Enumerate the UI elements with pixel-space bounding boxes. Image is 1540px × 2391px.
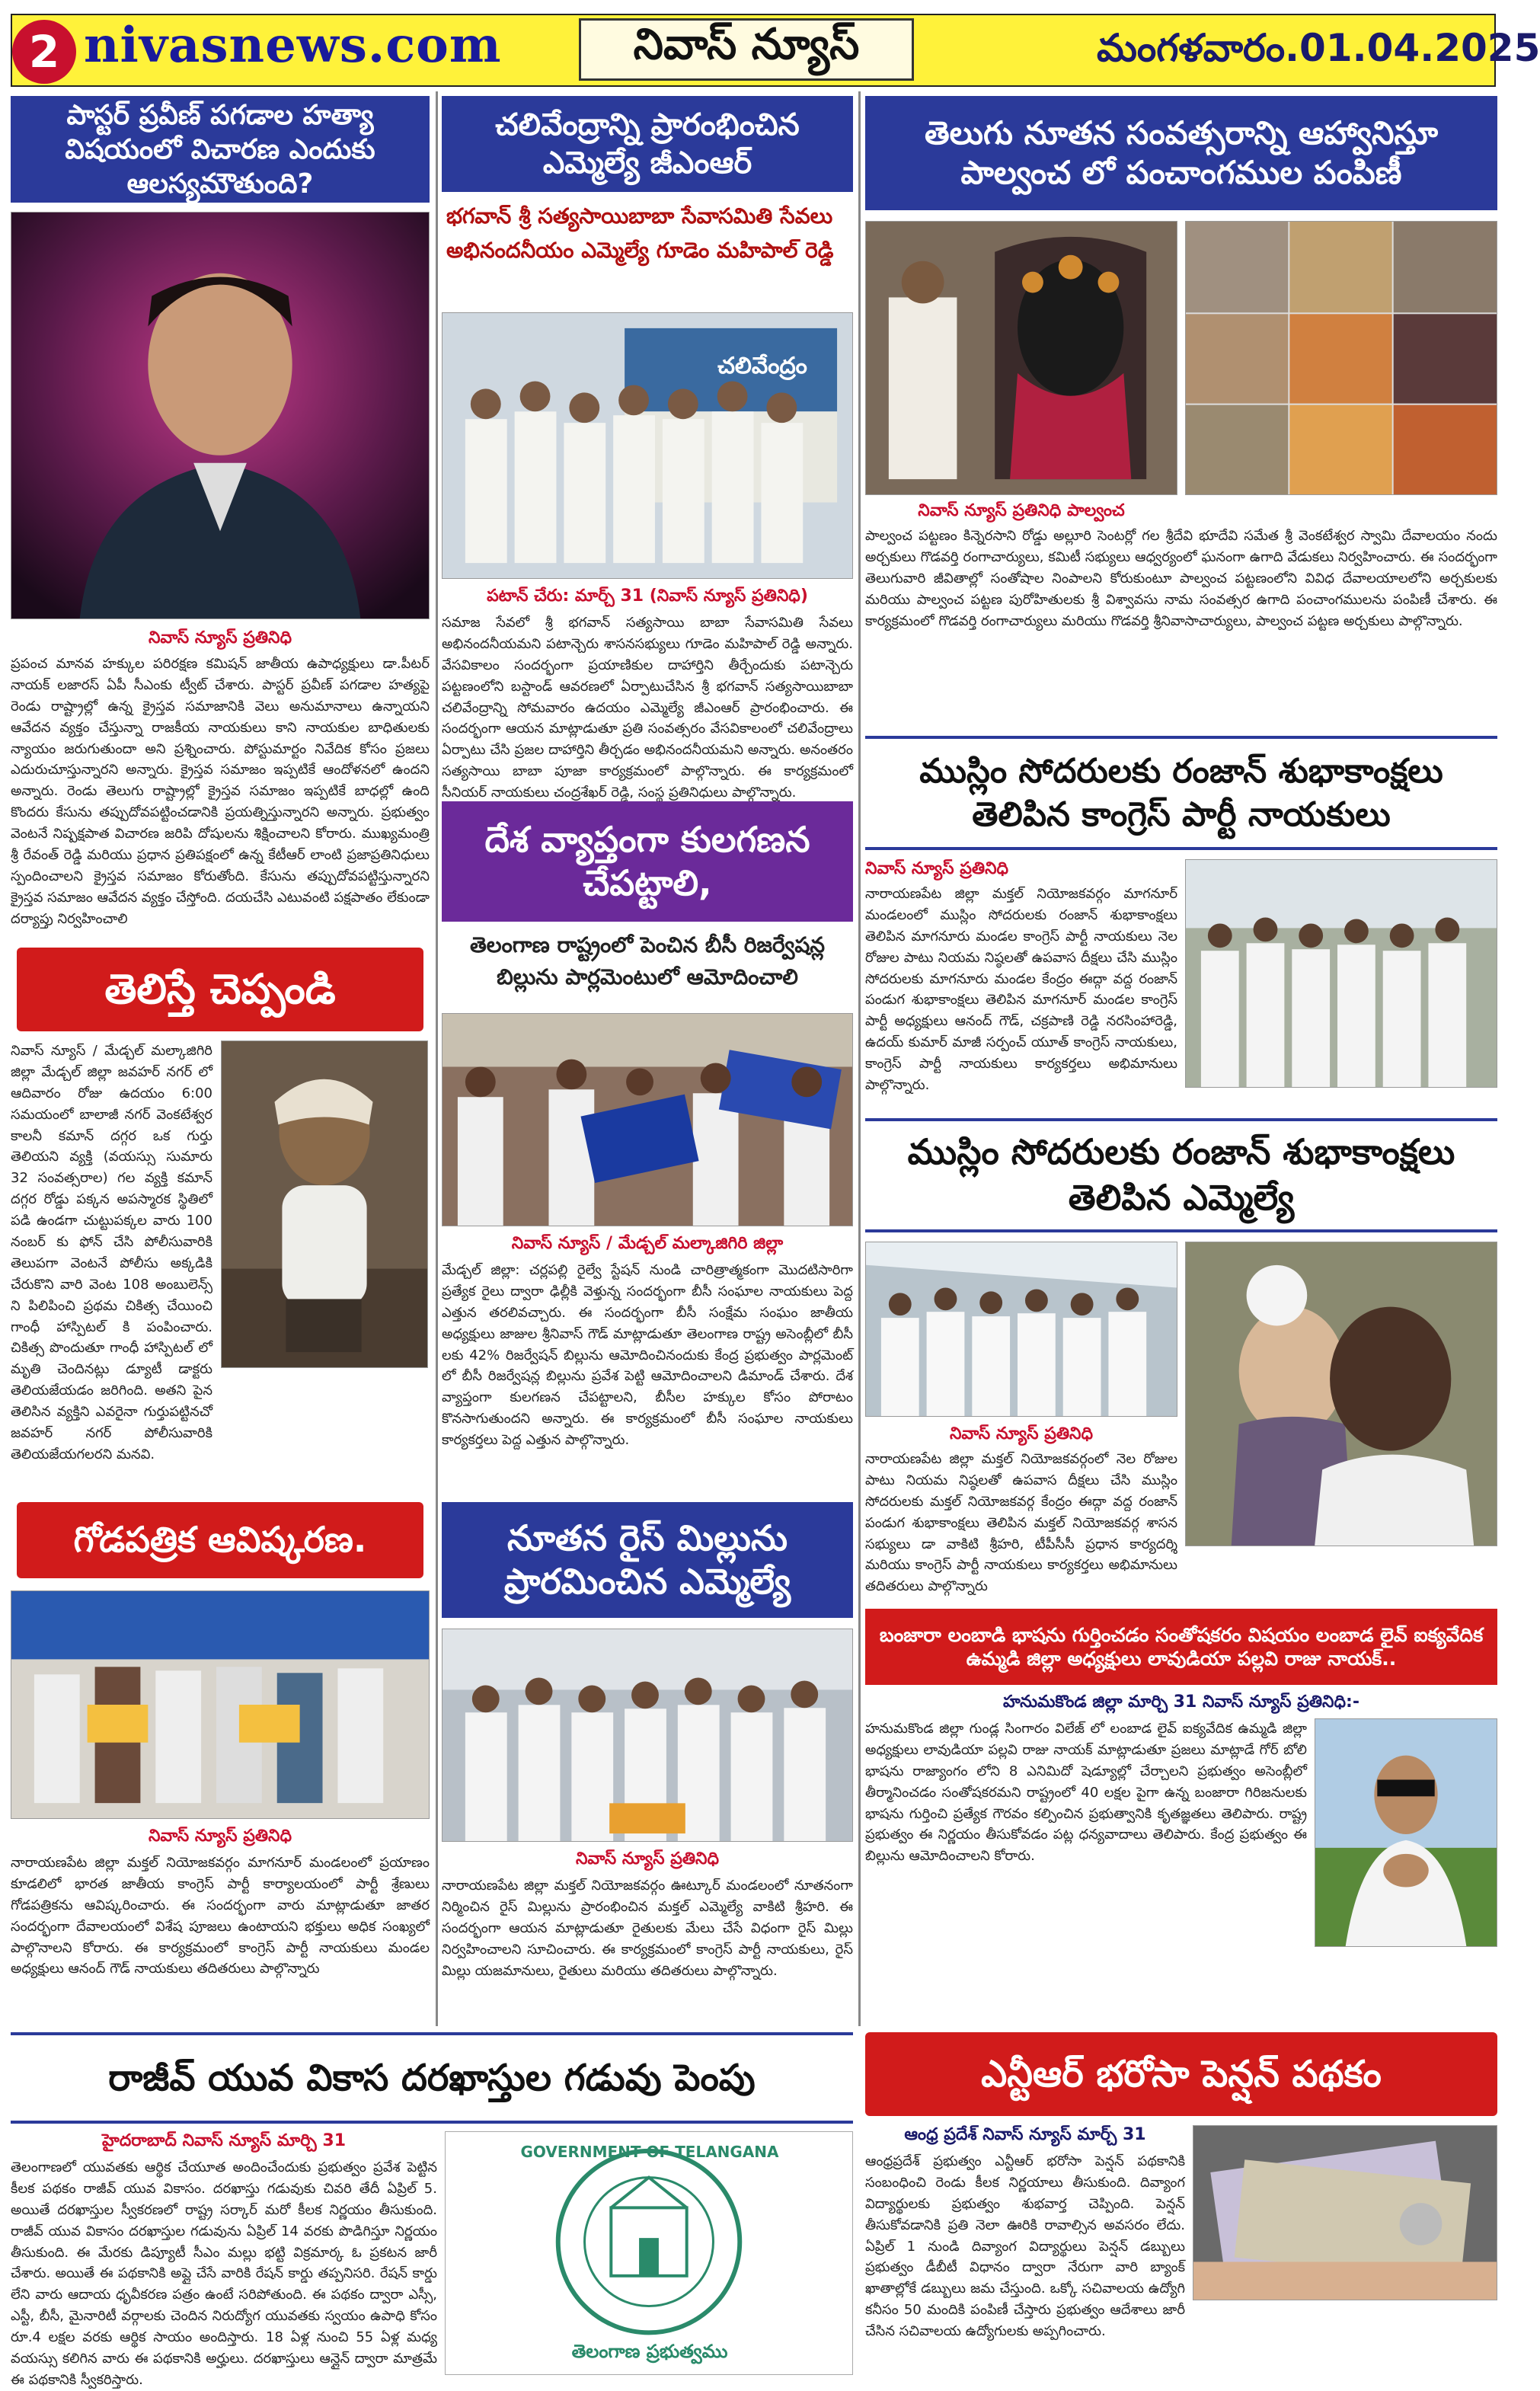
article-body: పాల్వంచ పట్టణం కిన్నెరసాని రోడ్డు అల్లూరి సెంటర్లో గల శ్రీదేవి భూదేవి సమేత శ్రీ వెంకటేశ్వర స్వామి దేవాలయం నందు అర్చకులు గొడవర్తి రంగాచార్యులు, కమిటీ సభ్యులు ఆధ్వర్యంలో ఘనంగా ఉగాది వేడుకలు నిర్వహించారు. ఈ సందర్భంగా తెలుగువారి జీవితాల్లో సంతోషాల నింపాలని కోరుకుంటూ పాల్వంచ పట్టణంలోని వివిధ దేవాలయాలలోని అర్చకులకు మరియు పాల్వంచ పట్టణ పురోహితులకు శ్రీ విశ్వావసు నామ సంవత్సర ఉగాది పంచాంగములను పంపిణీ చేశారు. ఈ కార్యక్రమంలో గొడవర్తి రంగాచార్యులు మరియు గొడవర్తి శ్రీనివాసాచార్యులు, పాల్వంచ పట్టణ అర్చకులు పాల్గొన్నారు.	[865, 528, 1497, 629]
headline-water-booth: చలివేంద్రాన్ని ప్రారంభించిన ఎమ్మెల్యే జీఎంఆర్	[442, 96, 853, 192]
headline-rice-mill: నూతన రైస్ మిల్లును ప్రారమించిన ఎమ్మెల్యే	[442, 1502, 853, 1618]
telangana-emblem	[445, 2131, 853, 2375]
byline: హైదరాబాద్ నివాస్ న్యూస్ మార్చి 31	[101, 2131, 347, 2150]
photo-eidgah-congress	[1185, 859, 1497, 1088]
photo-unidentified-person	[221, 1040, 428, 1368]
photo-eidgah-mla	[865, 1242, 1177, 1417]
article-body: తెలంగాణలో యువతకు ఆర్థిక చేయూత అందించేందుకు ప్రభుత్వం ప్రవేశ పెట్టిన కీలక పథకం రాజీవ్ యువ వికాసం. దరఖాస్తు గడువుకు చివరి తేదీ ఏప్రిల్ 5. అయితే దరఖాస్తుల స్వీకరణలో రాష్ట్ర సర్కార్ మరో కీలక నిర్ణయం తీసుకుంది. రాజీవ్ యువ వికాసం దరఖాస్తుల గడువును ఏప్రిల్ 14 వరకు పొడిగిస్తూ నిర్ణయం తీసుకుంది. ఈ మేరకు డిప్యూటీ సీఎం మల్లు భట్టి విక్రమార్క ఓ ప్రకటన జారీ చేశారు. అయితే ఈ పథకానికి అప్లై చేసే వారికి రేషన్ కార్డు తప్పనిసరి. రేషన్ కార్డు లేని వారు ఆదాయ ధృవీకరణ పత్రం ఉంటే సరిపోతుంది. ఈ పథకం ద్వారా ఎస్సీ, ఎస్టీ, బీసీ, మైనారిటీ వర్గాలకు చెందిన నిరుద్యోగ యువతకు స్వయం ఉపాధి కోసం రూ.4 లక్షల వరకు ఆర్థిక సాయం అందిస్తారు. 18 ఏళ్ల నుంచి 55 ఏళ్ల మధ్య వయస్సు కలిగిన వారు ఈ పథకానికి అర్హులు. దరఖాస్తులు ఆన్లైన్ ద్వారా మాత్రమే ఈ పథకానికి స్వీకరిస్తారు.	[11, 2159, 437, 2388]
headline-ramzan-mla: ముస్లిం సోదరులకు రంజాన్ శుభాకాంక్షలు తెలిపిన ఎమ్మెల్యే	[865, 1118, 1497, 1232]
headline-ugadi: తెలుగు నూతన సంవత్సరాన్ని ఆహ్వానిస్తూ పాల్వంచ లో పంచాంగముల పంపిణీ	[865, 96, 1497, 210]
headline-rajiv-yuva: రాజీవ్ యువ వికాస దరఖాస్తుల గడువు పెంపు	[11, 2032, 853, 2124]
byline: ఆంధ్ర ప్రదేశ్ నివాస్ న్యూస్ మార్చ్ 31	[904, 2125, 1146, 2144]
page-number: 2	[12, 20, 76, 84]
article-body: హనుమకొండ జిల్లా గుండ్ల సింగారం విలేజ్ లో లంబాడ లైవ్ ఐక్యవేదిక ఉమ్మడి జిల్లా అధ్యక్షులు లావుడియా పల్లవి రాజు నాయక్ మాట్లాడుతూ ప్రజలు మాట్లాడే గోర్ బోలి భాషను రాజ్యాంగం లోని 8 ఎనిమిదో షెడ్యూల్లో చేర్చాలని ప్రభుత్వం అసెంబ్లీలో తీర్మానించడం సంతోషకరమని రాష్ట్రంలో 40 లక్షల పైగా ఉన్న బంజారా గిరిజనులకు భాషను గుర్తించి ప్రత్యేక గౌరవం కల్పించిన ప్రభుత్వానికి కృతజ్ఞతలు తెలిపారు. రాష్ట్ర ప్రభుత్వం ఈ నిర్ణయం తీసుకోవడం పట్ల ధన్యవాదాలు తెలిపారు. కేంద్ర ప్రభుత్వం ఈ బిల్లును ఆమోదించాలని కోరారు.	[865, 1721, 1307, 1865]
banner-label: చలివేంద్రం	[717, 353, 807, 379]
headline-banjara: బంజారా లంబాడి భాషను గుర్తించడం సంతోషకరం విషయం లంబాడ లైవ్ ఐక్యవేదిక ఉమ్మడి జిల్లా అధ్యక్షులు లావుడియా పల్లవి రాజు నాయక్..	[865, 1609, 1497, 1685]
byline: నివాస్ న్యూస్ ప్రతినిధి	[949, 1424, 1094, 1443]
byline: నివాస్ న్యూస్ ప్రతినిధి	[865, 859, 1009, 878]
article-body-continued	[221, 1371, 428, 1452]
photo-mla-with-child	[1185, 1242, 1497, 1546]
photo-rice-mill	[442, 1629, 853, 1842]
byline: హనుమకొండ జిల్లా మార్చి 31 నివాస్ న్యూస్ ప్రతినిధి:-	[1003, 1693, 1359, 1712]
subheadline: భగవాన్ శ్రీ సత్యసాయిబాబా సేవాసమితి సేవలు అభినందనీయం ఎమ్మెల్యే గూడెం మహిపాల్ రెడ్డి	[446, 203, 834, 263]
photo-poster-launch	[11, 1590, 430, 1819]
issue-date: మంగళవారం.01.04.2025	[1097, 26, 1540, 70]
byline: నివాస్ న్యూస్ ప్రతినిధి	[148, 1827, 292, 1846]
byline: పటాన్ చేరు: మార్చ్ 31 (నివాస్ న్యూస్ ప్రతినిధి)	[487, 587, 808, 606]
article-body: మేడ్చల్ జిల్లా: చర్లపల్లి రైల్వే స్టేషన్ నుండి చారిత్రాత్మకంగా మొదటిసారిగా ప్రత్యేక రైలు ద్వారా ఢిల్లీకి వెళ్తున్న సందర్భంగా బీసీ సంఘాల నాయకులు పెద్ద ఎత్తున తరలివచ్చారు. ఈ సందర్భంగా బీసీ సంక్షేమ సంఘం జాతీయ అధ్యక్షులు జాజుల శ్రీనివాస్ గౌడ్ మాట్లాడుతూ తెలంగాణ రాష్ట్ర అసెంబ్లీలో బీసీ లకు 42% రిజర్వేషన్ బిల్లును ఆమోదించినందుకు కేంద్ర ప్రభుత్వం పార్లమెంట్ లో బీసీ రిజర్వేషన్ల బిల్లును ప్రవేశ పెట్టి ఆమోదించాలని డిమాండ్ చేశారు. దేశ వ్యాప్తంగా కులగణన చేపట్టాలని, బీసీల హక్కుల కోసం పోరాటం కొనసాగుతుందని అన్నారు. ఈ కార్యక్రమంలో బీసీ సంఘాల నాయకులు కార్యకర్తలు పెద్ద ఎత్తున పాల్గొన్నారు.	[442, 1262, 853, 1449]
headline-pastor: పాస్టర్ ప్రవీణ్ పగడాల హత్యా విషయంలో విచారణ ఎందుకు ఆలస్యమౌతుంది?	[11, 96, 430, 203]
headline-caste-census: దేశ వ్యాప్తంగా కులగణన చేపట్టాలి,	[442, 801, 853, 922]
article-body: నారాయణపేట జిల్లా మక్తల్ నియోజకవర్గం మాగనూర్ మండలంలో ప్రయాణం కూడలిలో భారత జాతీయ కాంగ్రెస్ పార్టీ కార్యాలయంలో పార్టీ శ్రేణులు గోడపత్రికను ఆవిష్కరించారు. ఈ సందర్భంగా వారు మాట్లాడుతూ జాతర సందర్భంగా దేవాలయంలో విశేష పూజలు ఉంటాయని భక్తులు అధిక సంఖ్యలో పాల్గొనాలని కోరారు. ఈ కార్యక్రమంలో కాంగ్రెస్ పార్టీ నాయకులు మండల అధ్యక్షులు ఆనంద్ గౌడ్ నాయకులు తదితరులు పాల్గొన్నారు	[11, 1855, 430, 1977]
photo-pastor	[11, 212, 430, 619]
emblem-label: GOVERNMENT OF TELANGANA	[520, 2143, 779, 2161]
article-body: నారాయణపేట జిల్లా మక్తల్ నియోజకవర్గంలో నెల రోజుల పాటు నియమ నిష్ఠలతో ఉపవాస దీక్షలు చేసి ముస్లిం సోదరులకు మక్తల్ నియోజకవర్గ కేంద్రం ఈద్గా వద్ద రంజాన్ పండుగ శుభాకాంక్షలు తెలిపిన మక్తల్ నియోజకవర్గ శాసన సభ్యులు డా వాకిటి శ్రీహరి, టీపీసీసీ ప్రధాన కార్యదర్శి మరియు కాంగ్రెస్ పార్టీ నాయకులు కార్యకర్తలు అభిమానులు తదితరులు పాల్గొన్నారు	[865, 1451, 1177, 1595]
newspaper-brand: నివాస్ న్యూస్	[579, 18, 914, 81]
photo-water-booth	[442, 312, 853, 579]
site-name[interactable]: nivasnews.com	[84, 17, 502, 74]
headline-poster-launch: గోడపత్రిక ఆవిష్కరణ.	[17, 1502, 423, 1578]
photo-collage-panchangam	[1185, 221, 1497, 495]
column-divider	[436, 91, 438, 2026]
photo-pallavi-raju-nayak	[1315, 1718, 1497, 1947]
byline: నివాస్ న్యూస్ ప్రతినిధి	[148, 628, 292, 647]
column-divider	[858, 91, 861, 2026]
article-body: నారాయణపేట జిల్లా మక్తల్ నియోజకవర్గం మాగనూర్ మండలంలో ముస్లిం సోదరులకు రంజాన్ శుభాకాంక్షలు తెలిపిన మాగనూరు మండల కాంగ్రెస్ పార్టీ నాయకులు నెల రోజుల పాటు నియమ నిష్ఠలతో ఉపవాస దీక్షలు చేసి ముస్లిం సోదరులకు మాగనూరు మండల కేంద్రం ఈద్గా వద్ద రంజాన్ పండుగ శుభాకాంక్షలు తెలిపిన మాగనూర్ మండల కాంగ్రెస్ పార్టీ అధ్యక్షులు ఆనంద్ గౌడ్, చక్రపాణి రెడ్డి నరసింహారెడ్డి, ఉదయ్ కుమార్ మాజీ సర్పంచ్ యూత్ కాంగ్రెస్ నాయకులు, కాంగ్రెస్ పార్టీ నాయకులు కార్యకర్తలు అభిమానులు పాల్గొన్నారు.	[865, 886, 1177, 1094]
photo-temple-deity	[865, 221, 1177, 495]
byline: నివాస్ న్యూస్ ప్రతినిధి పాల్వంచ	[918, 501, 1125, 520]
emblem-script: తెలంగాణ ప్రభుత్వము	[571, 2341, 728, 2362]
article-body: నివాస్ న్యూస్ / మేడ్చల్ మల్కాజిగిరి జిల్లా మేడ్చల్ జిల్లా జవహర్ నగర్ లో ఆదివారం రోజు ఉదయం 6:00 సమయంలో బాలాజీ నగర్ వెంకటేశ్వర కాలనీ కమాన్ దగ్గర ఒక గుర్తు తెలియని వ్యక్తి (వయస్సు సుమారు 32 సంవత్సరాల) గల వ్యక్తి కమాన్ దగ్గర రోడ్డు పక్కన అపస్మారక స్థితిలో పడి ఉండగా చుట్టుపక్కల వారు 100 నంబర్ కు ఫోన్ చేసి పోలీసువారికి తెలుపగా వెంటనే పోలీసు అక్కడికి చేరుకొని వారి వెంట 108 అంబులెన్స్ ని పిలిపించి ప్రథమ చికిత్స చేయించి గాంధీ హాస్పిటల్ కి పంపించారు. చికిత్స పొందుతూ గాంధీ హాస్పిటల్ లో మృతి చెందినట్లు డ్యూటీ డాక్టరు తెలియజేయడం జరిగింది. అతని పైన తెలిసిన వ్యక్తిని ఎవరైనా గుర్తుపట్టినచో జవహర్ నగర్ పోలీసువారికి తెలియజేయగలరని మనవి.	[11, 1043, 212, 1462]
subheadline: తెలంగాణ రాష్ట్రంలో పెంచిన బీసీ రిజర్వేషన్ల బిల్లును పార్లమెంటులో ఆమోదించాలి	[470, 932, 825, 989]
article-body: నారాయణపేట జిల్లా మక్తల్ నియోజకవర్గం ఊట్కూర్ మండలంలో నూతనంగా నిర్మించిన రైస్ మిల్లును ప్రారంభించిన మక్తల్ ఎమ్మెల్యే వాకిటి శ్రీహరి. ఈ సందర్భంగా ఆయన మాట్లాడుతూ రైతులకు మేలు చేసే విధంగా రైస్ మిల్లు నిర్వహించాలని సూచించారు. ఈ కార్యక్రమంలో కాంగ్రెస్ పార్టీ నాయకులు, రైస్ మిల్లు యజమానులు, రైతులు మరియు తదితరులు పాల్గొన్నారు.	[442, 1878, 853, 1979]
photo-bc-rally	[442, 1013, 853, 1226]
byline: నివాస్ న్యూస్ / మేడ్చల్ మల్కాజిగిరి జిల్లా	[511, 1234, 784, 1253]
article-body: ప్రపంచ మానవ హక్కుల పరిరక్షణ కమిషన్ జాతీయ ఉపాధ్యక్షులు డా.పీటర్ నాయక్ లజారస్ ఏపీ సీఎంకు ట్వీట్ చేశారు. పాస్టర్ ప్రవీణ్ పగడాల హత్యపై రెండు రాష్ట్రాల్లో ఉన్న క్రైస్తవ సమాజానికి వెలు అనుమానాలు ఉన్నాయని ఆవేదన వ్యక్తం చేస్తున్నా రాజకీయ నాయకులు కాని నాయకుల బాధితులకు న్యాయం జరుగుతుందా అని ప్రశ్నించారు. పోస్టుమార్టం నివేదిక కోసం ప్రజలు ఎదురుచూస్తున్నారని అన్నారు. క్రైస్తవ సమాజం ఇప్పటికే ఆందోళనలో ఉందని అన్నారు. రెండు తెలుగు రాష్ట్రాల్లో క్రైస్తవ సమాజం ఇప్పటికే బాధల్లో ఉంది కొందరు కేసును తప్పుదోవపట్టించడానికి ప్రయత్నిస్తున్నారని అన్నారు. ప్రభుత్వం వెంటనే నిష్పక్షపాత విచారణ జరిపి దోషులను శిక్షించాలని కోరారు. ముఖ్యమంత్రి శ్రీ రేవంత్ రెడ్డి మరియు ప్రధాన ప్రతిపక్షంలో ఉన్న కేటీఆర్ లాంటి ప్రజాప్రతినిధులు స్పందించాలని క్రైస్తవ సమాజం కోరుతోంది. కేసును తప్పుదోవపట్టిస్తున్నారని క్రైస్తవ సమాజం ఆవేదన వ్యక్తం చేస్తోంది. దయచేసి ఎటువంటి పక్షపాతం లేకుండా దర్యాప్తు నిర్వహించాలి	[11, 656, 430, 927]
article-body-continued	[1193, 2306, 1497, 2378]
article-body: సమాజ సేవలో శ్రీ భగవాన్ సత్యసాయి బాబా సేవాసమితి సేవలు అభినందనీయమని పటాన్చెరు శాసనసభ్యులు గూడెం మహిపాల్ రెడ్డి అన్నారు. వేసవికాలం సందర్భంగా ప్రయాణికుల దాహార్తిని తీర్చేందుకు పటాన్చెరు పట్టణంలోని బస్టాండ్ ఆవరణలో ఏర్పాటుచేసిన శ్రీ భగవాన్ సత్యసాయిబాబా చలివేంద్రాన్ని సోమవారం ఉదయం ఎమ్మెల్యే జీఎంఆర్ ప్రారంభించారు. ఈ సందర్భంగా ఆయన మాట్లాడుతూ ప్రతి సంవత్సరం వేసవికాలంలో చలివేంద్రాలు ఏర్పాటు చేసి ప్రజల దాహార్తిని తీర్చడం అభినందనీయమని అన్నారు. అనంతరం సత్యసాయి బాబా పూజా కార్యక్రమంలో పాల్గొన్నారు. ఈ కార్యక్రమంలో సీనియర్ నాయకులు చంద్రశేఖర్ రెడ్డి, సంస్థ ప్రతినిధులు పాల్గొన్నారు.	[442, 615, 853, 801]
byline: నివాస్ న్యూస్ ప్రతినిధి	[575, 1849, 720, 1868]
photo-currency-notes	[1193, 2125, 1497, 2300]
headline-ramzan-congress: ముస్లిం సోదరులకు రంజాన్ శుభాకాంక్షలు తెలిపిన కాంగ్రెస్ పార్టీ నాయకులు	[865, 736, 1497, 850]
headline-missing: తెలిస్తే చెప్పండి	[17, 948, 423, 1031]
article-body: ఆంధ్రప్రదేశ్ ప్రభుత్వం ఎన్టీఆర్ భరోసా పెన్షన్ పథకానికి సంబంధించి రెండు కీలక నిర్ణయాలు తీసుకుంది. దివ్యాంగ విద్యార్థులకు ప్రభుత్వం శుభవార్త చెప్పింది. పెన్షన్ తీసుకోవడానికి ప్రతి నెలా ఊరికి రావాల్సిన అవసరం లేదు. ఏప్రిల్ 1 నుండి దివ్యాంగ విద్యార్థులు పెన్షన్ డబ్బులు ప్రభుత్వం డీబీటీ విధానం ద్వారా నేరుగా వారి బ్యాంక్ ఖాతాల్లోకే డబ్బులు జమ చేస్తుంది. ఒక్కో సచివాలయ ఉద్యోగి కనీసం 50 మందికి పంపిణీ చేస్తారు ప్రభుత్వం ఆదేశాలు జారీ చేసిన సచివాలయ ఉద్యోగులకు అప్పగించారు.	[865, 2153, 1185, 2340]
headline-ntr-pension: ఎన్టీఆర్ భరోసా పెన్షన్ పథకం	[865, 2032, 1497, 2116]
